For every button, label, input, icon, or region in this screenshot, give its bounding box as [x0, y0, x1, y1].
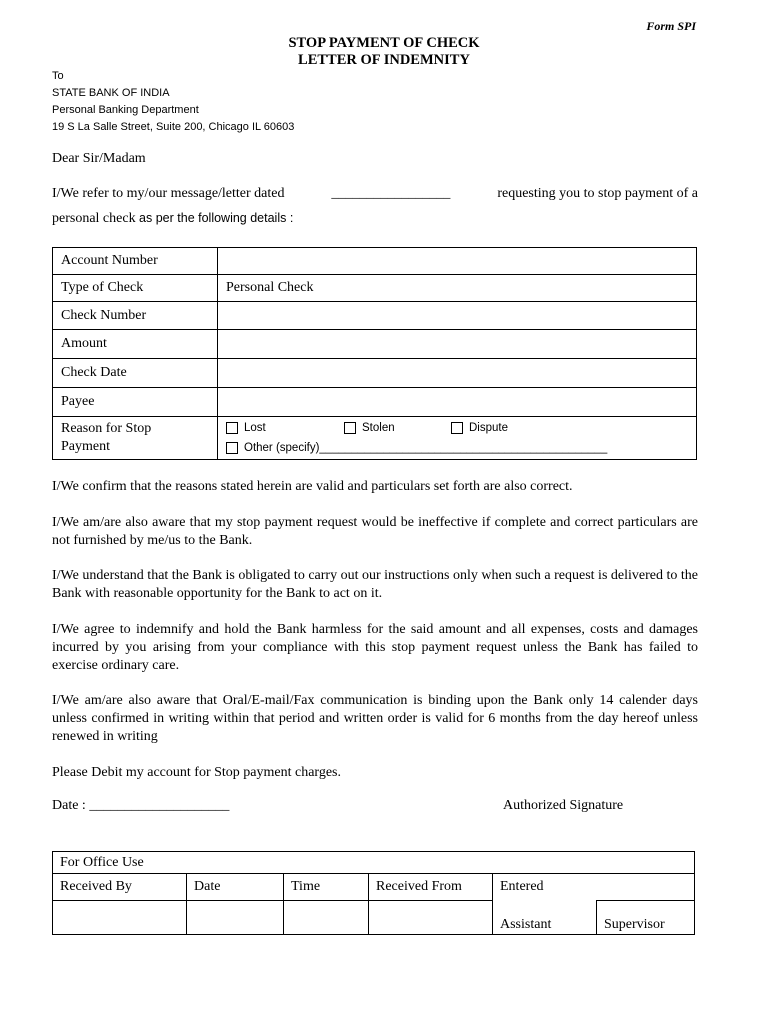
- intro-text-4: as per the following details :: [135, 211, 294, 225]
- received-by-field[interactable]: [53, 901, 187, 935]
- paragraph-indemnify: I/We agree to indemnify and hold the Bank harmless for the said amount and all expenses, costs and damages incurred by you arising from your compliance with this stop payment request unless the Bank has failed to exercise ordinary care.: [52, 622, 698, 673]
- paragraph-debit: Please Debit my account for Stop payment charges.: [52, 765, 341, 780]
- office-use-heading: For Office Use: [53, 852, 695, 874]
- other-label[interactable]: Other (specify)_____________________________________________: [244, 442, 608, 454]
- lost-label: Lost: [244, 422, 266, 434]
- table-row: [53, 874, 695, 901]
- paragraph-communication: I/We am/are also aware that Oral/E-mail/Fax communication is binding upon the Bank only 14 calender days unless confirmed in writing within that period and written order is valid for 6 months from the day hereof unless renewed in writing: [52, 693, 698, 744]
- intro-paragraph: [52, 186, 698, 227]
- table-row: [53, 852, 695, 874]
- intro-text-2: requesting you to stop payment of a: [497, 186, 698, 201]
- payee-label: Payee: [53, 388, 218, 417]
- time-field[interactable]: [284, 901, 369, 935]
- supervisor-cell[interactable]: Supervisor: [597, 901, 695, 935]
- date-header: Date: [187, 874, 284, 901]
- intro-text-1: I/We refer to my/our message/letter dated: [52, 186, 285, 201]
- reason-other-option[interactable]: [226, 438, 607, 458]
- amount-field[interactable]: [218, 330, 697, 359]
- authorized-signature: Authorized Signature: [503, 798, 624, 813]
- paragraph-confirm: I/We confirm that the reasons stated herein are valid and particulars set forth are also correct.: [52, 479, 573, 494]
- title-line-2: LETTER OF INDEMNITY: [298, 52, 470, 68]
- reason-stolen-option[interactable]: [344, 418, 451, 438]
- check-number-field[interactable]: [218, 302, 697, 330]
- assistant-cell[interactable]: Assistant: [493, 901, 597, 935]
- table-row: [53, 248, 697, 275]
- account-number-field[interactable]: [218, 248, 697, 275]
- date-field[interactable]: Date : ____________________: [52, 798, 230, 813]
- payee-field[interactable]: [218, 388, 697, 417]
- time-header: Time: [284, 874, 369, 901]
- address-department: Personal Banking Department: [52, 104, 199, 116]
- table-row: [53, 388, 697, 417]
- entered-header: Entered: [493, 874, 695, 901]
- table-row: [53, 330, 697, 359]
- address-block: [52, 68, 294, 136]
- table-row: [53, 359, 697, 388]
- table-row: [53, 302, 697, 330]
- title-line-1: STOP PAYMENT OF CHECK: [288, 35, 480, 51]
- check-date-field[interactable]: [218, 359, 697, 388]
- table-row: [53, 417, 697, 460]
- dispute-checkbox[interactable]: [451, 422, 463, 434]
- intro-date-blank[interactable]: _________________: [331, 186, 451, 201]
- check-type-field[interactable]: Personal Check: [218, 275, 697, 302]
- check-date-label: Check Date: [53, 359, 218, 388]
- other-checkbox[interactable]: [226, 442, 238, 454]
- received-from-field[interactable]: [369, 901, 493, 935]
- address-bank: STATE BANK OF INDIA: [52, 87, 170, 99]
- reason-dispute-option[interactable]: [451, 418, 508, 438]
- paragraph-aware: I/We am/are also aware that my stop payment request would be ineffective if complete and correct particulars are not furnished by me/us to the Bank.: [52, 515, 698, 548]
- amount-label: Amount: [53, 330, 218, 359]
- table-row: [53, 275, 697, 302]
- reason-label-line-1: Reason for Stop: [61, 421, 152, 436]
- received-by-header: Received By: [53, 874, 187, 901]
- check-type-label: Type of Check: [53, 275, 218, 302]
- lost-checkbox[interactable]: [226, 422, 238, 434]
- address-street: 19 S La Salle Street, Suite 200, Chicago IL 60603: [52, 121, 295, 133]
- reason-options: [218, 417, 697, 460]
- paragraph-understand: I/We understand that the Bank is obligated to carry out our instructions only when such a request is delivered to the Bank with reasonable opportunity for the Bank to act on it.: [52, 568, 698, 601]
- received-from-header: Received From: [369, 874, 493, 901]
- check-number-label: Check Number: [53, 302, 218, 330]
- table-row: [53, 901, 695, 935]
- stolen-checkbox[interactable]: [344, 422, 356, 434]
- intro-text-3: personal check: [52, 211, 136, 226]
- check-details-table: [52, 247, 697, 460]
- office-use-table: [52, 851, 695, 935]
- reason-lost-option[interactable]: [226, 418, 344, 438]
- salutation: Dear Sir/Madam: [52, 151, 146, 166]
- address-to: To: [52, 70, 64, 82]
- stolen-label: Stolen: [362, 422, 395, 434]
- reason-label: [53, 417, 218, 460]
- reason-label-line-2: Payment: [61, 439, 110, 454]
- form-code: Form SPI: [646, 19, 696, 33]
- account-number-label: Account Number: [53, 248, 218, 275]
- date-field-office[interactable]: [187, 901, 284, 935]
- dispute-label: Dispute: [469, 422, 508, 434]
